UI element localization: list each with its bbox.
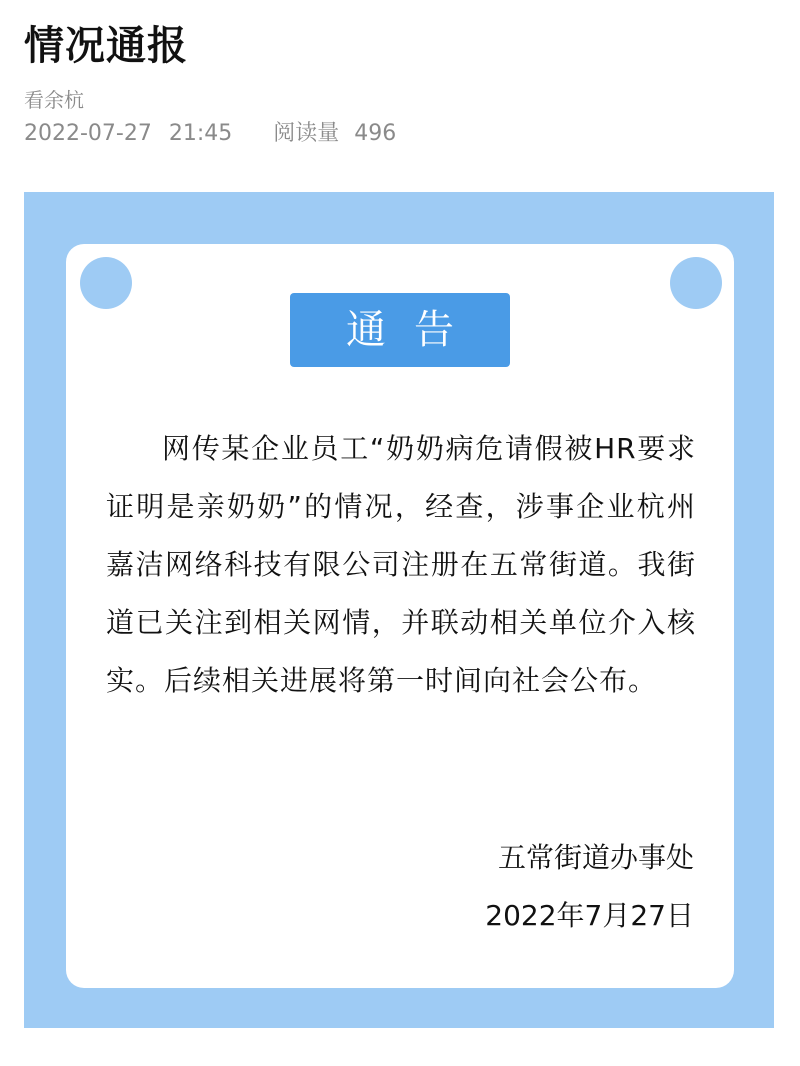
article-title: 情况通报 — [24, 23, 188, 69]
read-count-label: 阅读量 — [273, 121, 340, 146]
account-name-link[interactable]: 看余杭 — [24, 88, 84, 112]
notice-date: 2022年7月27日 — [485, 899, 694, 932]
publish-date: 2022-07-27 — [24, 121, 152, 146]
notice-body-text: 网传某企业员工“奶奶病危请假被HR要求证明是亲奶奶”的情况，经查，涉事企业杭州嘉洁网络科技有限公司注册在五常街道。我街道已关注到相关网情，并联动相关单位介入核实。后续相关进展将第一时间向社会公布。 — [106, 432, 696, 697]
article-meta — [24, 116, 396, 147]
publish-time: 21:45 — [168, 121, 233, 146]
read-count: 496 — [354, 121, 397, 146]
decorative-circle-left — [80, 257, 132, 309]
notice-signature: 五常街道办事处 — [497, 841, 694, 874]
notice-badge: 通告 — [290, 293, 510, 367]
decorative-circle-right — [670, 257, 722, 309]
